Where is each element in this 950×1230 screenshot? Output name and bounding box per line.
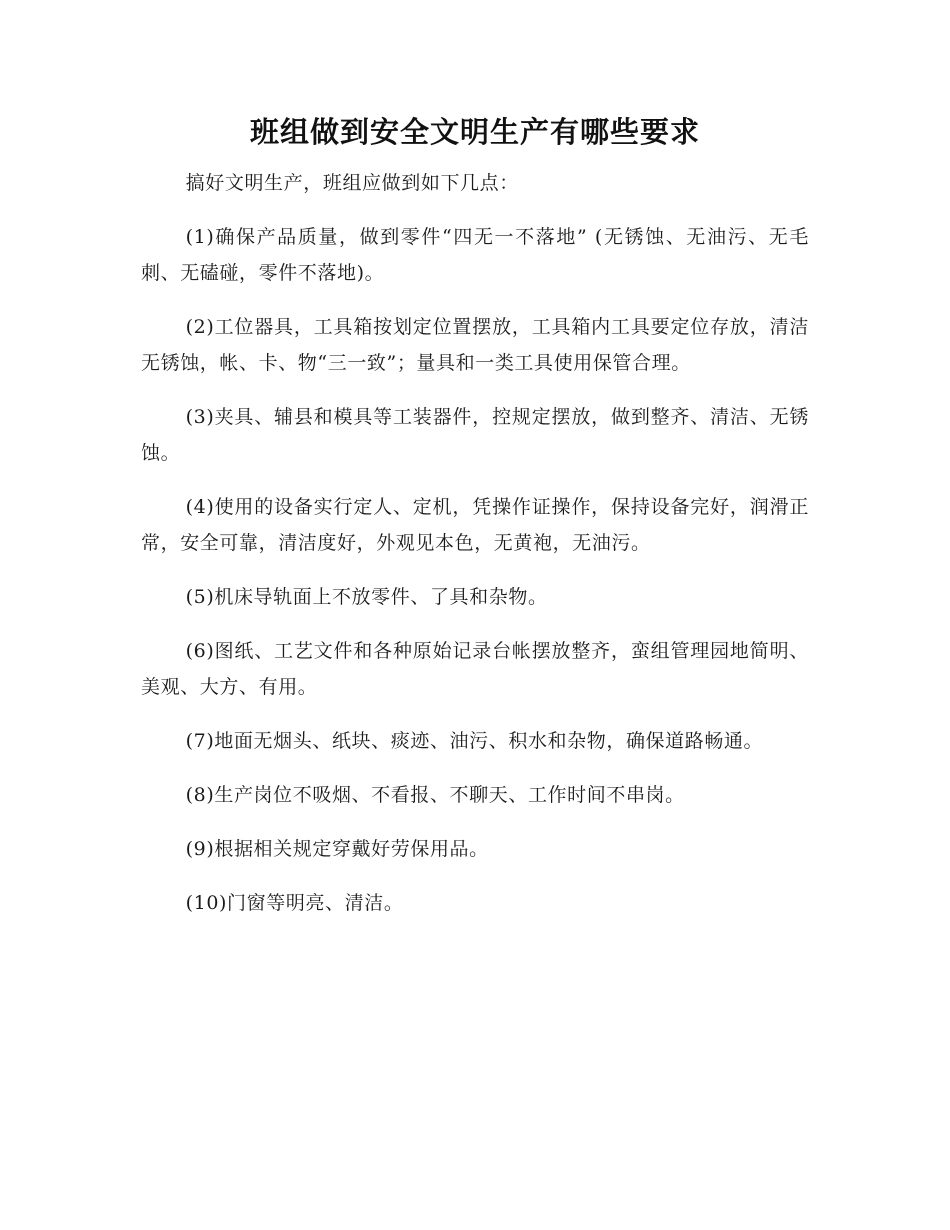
requirement-2: (2)工位器具，工具箱按划定位置摆放，工具箱内工具要定位存放，清洁无锈蚀，帐、卡、物“三一致”；量具和一类工具使用保管合理。: [141, 316, 809, 374]
requirement-4: (4)使用的设备实行定人、定机，凭操作证操作，保持设备完好，润滑正常，安全可靠，清洁度好，外观见本色，无黄袍，无油污。: [141, 496, 809, 554]
intro-paragraph: 搞好文明生产，班组应做到如下几点：: [185, 172, 519, 194]
requirement-6: (6)图纸、工艺文件和各种原始记录台帐摆放整齐，蛮组管理园地简明、美观、大方、有用。: [141, 640, 809, 698]
requirement-7: (7)地面无烟头、纸块、痰迹、油污、积水和杂物，确保道路畅通。: [185, 730, 764, 752]
requirement-1: (1)确保产品质量，做到零件“四无一不落地” (无锈蚀、无油污、无毛刺、无磕碰，零件不落地)。: [141, 226, 809, 284]
document-body: [141, 165, 809, 921]
requirement-3: (3)夹具、辅县和模具等工装器件，控规定摆放，做到整齐、清洁、无锈蚀。: [141, 406, 809, 464]
requirement-5: (5)机床导轨面上不放零件、了具和杂物。: [185, 586, 548, 608]
requirement-9: (9)根据相关规定穿戴好劳保用品。: [185, 838, 489, 860]
requirement-8: (8)生产岗位不吸烟、不看报、不聊天、工作时间不串岗。: [185, 784, 685, 806]
document-title: 班组做到安全文明生产有哪些要求: [249, 115, 700, 149]
requirement-10: (10)门窗等明亮、清洁。: [185, 892, 404, 914]
